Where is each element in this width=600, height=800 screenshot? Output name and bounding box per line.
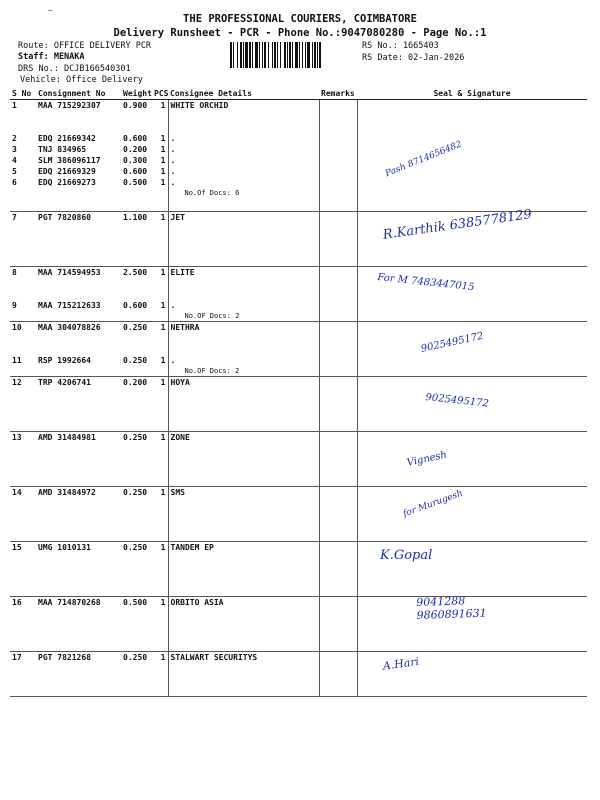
- consignee-cell: [168, 652, 319, 697]
- cn-value: SLM 386096117: [38, 156, 101, 165]
- sno-value: 9: [12, 301, 17, 310]
- barcode-bar: [240, 42, 242, 68]
- consignee-cell: [168, 377, 319, 432]
- con-value: .: [170, 167, 176, 176]
- pcs-cell: [152, 542, 168, 597]
- weight-cell: [121, 267, 152, 322]
- cn-value: MAA 714870268: [38, 598, 101, 607]
- sno-cell: [10, 322, 36, 377]
- con-value: WHITE ORCHID: [170, 101, 229, 110]
- cn-value: MAA 715212633: [38, 301, 101, 310]
- consignee-cell: [168, 432, 319, 487]
- sno-cell: [10, 100, 36, 212]
- pcs-cell: [152, 322, 168, 377]
- wt-value: 0.200: [123, 145, 148, 154]
- barcode-bar: [287, 42, 288, 68]
- consignment-cell: [36, 100, 121, 212]
- runsheet-table: [10, 88, 587, 697]
- signature-cell: [357, 267, 587, 322]
- col-header-consignment: Consignment No: [36, 88, 121, 100]
- wt-value: 2.500: [123, 268, 148, 277]
- barcode-bar: [317, 42, 318, 68]
- handwritten-signature: A.Hari: [382, 654, 420, 673]
- wt-value: 0.250: [123, 323, 148, 332]
- pcs-value: 1: [160, 167, 166, 176]
- col-header-weight: Weight: [123, 89, 152, 98]
- consignment-cell: [36, 377, 121, 432]
- cn-value: EDQ 21669273: [38, 178, 96, 187]
- sno-value: 6: [12, 178, 17, 187]
- sno-value: 12: [12, 378, 22, 387]
- consignment-cell: [36, 322, 121, 377]
- wt-value: 0.250: [123, 543, 148, 552]
- wt-value: 0.250: [123, 488, 148, 497]
- cn-value: PGT 7820860: [38, 213, 91, 222]
- cn-value: UMG 1010131: [38, 543, 91, 552]
- rs-no-label: RS No.: 1665403: [362, 41, 439, 51]
- barcode-bar: [233, 42, 234, 68]
- vehicle-label: Vehicle: Office Delivery: [20, 75, 143, 85]
- handwritten-signature: Vignesh: [406, 449, 448, 469]
- col-header-remarks: Remarks: [319, 88, 357, 100]
- weight-cell: [121, 212, 152, 267]
- consignee-cell: [168, 322, 319, 377]
- con-value: STALWART SECURITYS: [170, 653, 258, 662]
- sno-cell: [10, 377, 36, 432]
- sno-value: 3: [12, 145, 17, 154]
- handwritten-signature: Pash 8714656482: [384, 139, 464, 180]
- handwritten-signature: 9025495172: [420, 330, 485, 355]
- cn-value: MAA 714594953: [38, 268, 101, 277]
- barcode-bar: [249, 42, 251, 68]
- con-value: .: [170, 145, 176, 154]
- signature-cell: [357, 377, 587, 432]
- wt-value: 0.500: [123, 178, 148, 187]
- sno-value: 8: [12, 268, 17, 277]
- pcs-cell: [152, 487, 168, 542]
- weight-cell: [121, 597, 152, 652]
- pcs-value: 1: [160, 323, 166, 332]
- remarks-cell: [319, 432, 357, 487]
- cn-value: MAA 304078826: [38, 323, 101, 332]
- pcs-value: 1: [160, 378, 166, 387]
- barcode-bar: [268, 42, 269, 68]
- wt-value: 1.100: [123, 213, 148, 222]
- wt-value: 0.200: [123, 378, 148, 387]
- pcs-value: 1: [160, 488, 166, 497]
- sno-value: 2: [12, 134, 17, 143]
- pcs-cell: [152, 377, 168, 432]
- remarks-cell: [319, 652, 357, 697]
- rs-date-label: RS Date: 02-Jan-2026: [362, 53, 465, 63]
- table-body: [10, 100, 587, 697]
- pcs-cell: [152, 432, 168, 487]
- wt-value: 0.600: [123, 301, 148, 310]
- wt-value: 0.600: [123, 134, 148, 143]
- col-header-consignee: Consignee Details: [168, 88, 319, 100]
- pcs-cell: [152, 652, 168, 697]
- signature-cell: [357, 487, 587, 542]
- con-value: HOYA: [170, 378, 190, 387]
- cn-value: EDQ 21669329: [38, 167, 96, 176]
- con-value: .: [170, 356, 176, 365]
- sno-cell: [10, 597, 36, 652]
- table-row: [10, 542, 587, 597]
- barcode-bar: [302, 42, 303, 68]
- staff-label: Staff: MENAKA: [18, 52, 85, 62]
- con-value: .: [170, 156, 176, 165]
- barcode-bar: [252, 42, 253, 68]
- weight-cell: [121, 432, 152, 487]
- consignee-cell: [168, 100, 319, 212]
- con-value: JET: [170, 213, 185, 222]
- signature-cell: [357, 652, 587, 697]
- pcs-value: 1: [160, 156, 166, 165]
- barcode-bar: [262, 42, 263, 68]
- barcode-bar: [292, 42, 293, 68]
- remarks-cell: [319, 267, 357, 322]
- wt-value: 0.600: [123, 167, 148, 176]
- sno-value: 5: [12, 167, 17, 176]
- signature-cell: [357, 212, 587, 267]
- col-header-sno: S No: [10, 88, 36, 100]
- docs-count: No.OF Docs: 2: [184, 367, 240, 375]
- sno-value: 13: [12, 433, 22, 442]
- barcode-bar: [274, 42, 276, 68]
- docs-count: No.Of Docs: 6: [184, 189, 240, 197]
- barcode-bar: [245, 42, 248, 68]
- table-row: [10, 487, 587, 542]
- sno-value: 7: [12, 213, 17, 222]
- cn-value: PGT 7821268: [38, 653, 91, 662]
- barcode-bar: [259, 42, 260, 68]
- wt-value: 0.250: [123, 356, 148, 365]
- sno-value: 15: [12, 543, 22, 552]
- sno-value: 11: [12, 356, 22, 365]
- consignment-cell: [36, 652, 121, 697]
- pcs-value: 1: [160, 101, 166, 110]
- handwritten-signature: 9041288 9860891631: [416, 594, 487, 622]
- pcs-value: 1: [160, 134, 166, 143]
- consignee-cell: [168, 212, 319, 267]
- sno-value: 14: [12, 488, 22, 497]
- consignee-cell: [168, 487, 319, 542]
- pcs-value: 1: [160, 653, 166, 662]
- weight-cell: [121, 100, 152, 212]
- route-label: Route: OFFICE DELIVERY PCR: [18, 41, 152, 51]
- barcode-bar: [305, 42, 306, 68]
- con-value: SMS: [170, 488, 185, 497]
- pcs-value: 1: [160, 213, 166, 222]
- consignment-cell: [36, 432, 121, 487]
- remarks-cell: [319, 597, 357, 652]
- con-value: NETHRA: [170, 323, 200, 332]
- pcs-value: 1: [160, 145, 166, 154]
- barcode-bar: [299, 42, 300, 68]
- barcode-bar: [312, 42, 313, 68]
- pcs-cell: [152, 267, 168, 322]
- weight-cell: [121, 377, 152, 432]
- consignment-cell: [36, 267, 121, 322]
- barcode-bar: [237, 42, 238, 68]
- sno-cell: [10, 542, 36, 597]
- barcode-bar: [272, 42, 273, 68]
- consignment-cell: [36, 212, 121, 267]
- handwritten-signature: for Murugesh: [402, 488, 465, 520]
- cn-value: AMD 31484972: [38, 488, 96, 497]
- drs-label: DRS No.: DCJB166540301: [18, 64, 131, 74]
- scan-mark: ~: [48, 6, 53, 15]
- pcs-value: 1: [160, 178, 166, 187]
- weight-cell: [121, 652, 152, 697]
- table-row: [10, 597, 587, 652]
- barcode-bar: [289, 42, 291, 68]
- cn-value: RSP 1992664: [38, 356, 91, 365]
- consignee-cell: [168, 267, 319, 322]
- pcs-value: 1: [160, 268, 166, 277]
- pcs-value: 1: [160, 356, 166, 365]
- cn-value: EDQ 21669342: [38, 134, 96, 143]
- sno-cell: [10, 267, 36, 322]
- sno-cell: [10, 487, 36, 542]
- barcode-bar: [295, 42, 298, 68]
- remarks-cell: [319, 542, 357, 597]
- sno-value: 1: [12, 101, 17, 110]
- col-header-pcs: PCS: [154, 89, 169, 98]
- table-row: [10, 212, 587, 267]
- sno-cell: [10, 652, 36, 697]
- con-value: ORBITO ASIA: [170, 598, 224, 607]
- pcs-value: 1: [160, 598, 166, 607]
- weight-cell: [121, 487, 152, 542]
- handwritten-signature: For M 7483447015: [376, 272, 475, 294]
- barcode-bar: [314, 42, 316, 68]
- table-row: [10, 377, 587, 432]
- consignment-cell: [36, 597, 121, 652]
- sno-value: 4: [12, 156, 17, 165]
- remarks-cell: [319, 377, 357, 432]
- barcode-bar: [264, 42, 266, 68]
- signature-cell: [357, 432, 587, 487]
- table-header-row: [10, 88, 587, 100]
- barcode-bar: [319, 42, 321, 68]
- signature-cell: [357, 597, 587, 652]
- sno-value: 10: [12, 323, 22, 332]
- sno-value: 17: [12, 653, 22, 662]
- remarks-cell: [319, 100, 357, 212]
- wt-value: 0.500: [123, 598, 148, 607]
- barcode-bar: [280, 42, 281, 68]
- barcode-bar: [284, 42, 286, 68]
- pcs-cell: [152, 597, 168, 652]
- signature-cell: [357, 542, 587, 597]
- sno-cell: [10, 432, 36, 487]
- table-row: [10, 100, 587, 212]
- con-value: TANDEM EP: [170, 543, 214, 552]
- cn-value: TNJ 834965: [38, 145, 87, 154]
- signature-cell: [357, 100, 587, 212]
- sno-cell: [10, 212, 36, 267]
- wt-value: 0.300: [123, 156, 148, 165]
- cn-value: AMD 31484981: [38, 433, 96, 442]
- barcode-bar: [255, 42, 258, 68]
- barcode-bar: [307, 42, 310, 68]
- table-row: [10, 267, 587, 322]
- weight-cell: [121, 322, 152, 377]
- runsheet-subtitle: Delivery Runsheet - PCR - Phone No.:9047080280 - Page No.:1: [113, 27, 487, 39]
- con-value: .: [170, 301, 176, 310]
- table-row: [10, 432, 587, 487]
- col-header-signature: Seal & Signature: [357, 88, 587, 100]
- con-value: .: [170, 178, 176, 187]
- sno-value: 16: [12, 598, 22, 607]
- weight-cell: [121, 542, 152, 597]
- remarks-cell: [319, 212, 357, 267]
- handwritten-signature: 9025495172: [424, 392, 490, 410]
- wt-value: 0.250: [123, 653, 148, 662]
- barcode-bar: [277, 42, 278, 68]
- consignment-cell: [36, 487, 121, 542]
- handwritten-signature: K.Gopal: [380, 548, 433, 563]
- barcode-bar: [230, 42, 232, 68]
- pcs-cell: [152, 100, 168, 212]
- pcs-value: 1: [160, 433, 166, 442]
- signature-cell: [357, 322, 587, 377]
- con-value: .: [170, 134, 176, 143]
- consignee-cell: [168, 597, 319, 652]
- wt-value: 0.900: [123, 101, 148, 110]
- consignment-cell: [36, 542, 121, 597]
- table-row: [10, 322, 587, 377]
- handwritten-signature: R.Karthik 6385778129: [382, 207, 533, 243]
- consignee-cell: [168, 542, 319, 597]
- docs-count: No.OF Docs: 2: [184, 312, 240, 320]
- remarks-cell: [319, 487, 357, 542]
- cn-value: MAA 715292307: [38, 101, 101, 110]
- company-title: THE PROFESSIONAL COURIERS, COIMBATORE: [183, 13, 417, 25]
- pcs-value: 1: [160, 301, 166, 310]
- barcode: [230, 42, 356, 68]
- pcs-value: 1: [160, 543, 166, 552]
- wt-value: 0.250: [123, 433, 148, 442]
- cn-value: TRP 4206741: [38, 378, 91, 387]
- pcs-cell: [152, 212, 168, 267]
- table-row: [10, 652, 587, 697]
- con-value: ZONE: [170, 433, 190, 442]
- con-value: ELITE: [170, 268, 195, 277]
- remarks-cell: [319, 322, 357, 377]
- barcode-bar: [243, 42, 244, 68]
